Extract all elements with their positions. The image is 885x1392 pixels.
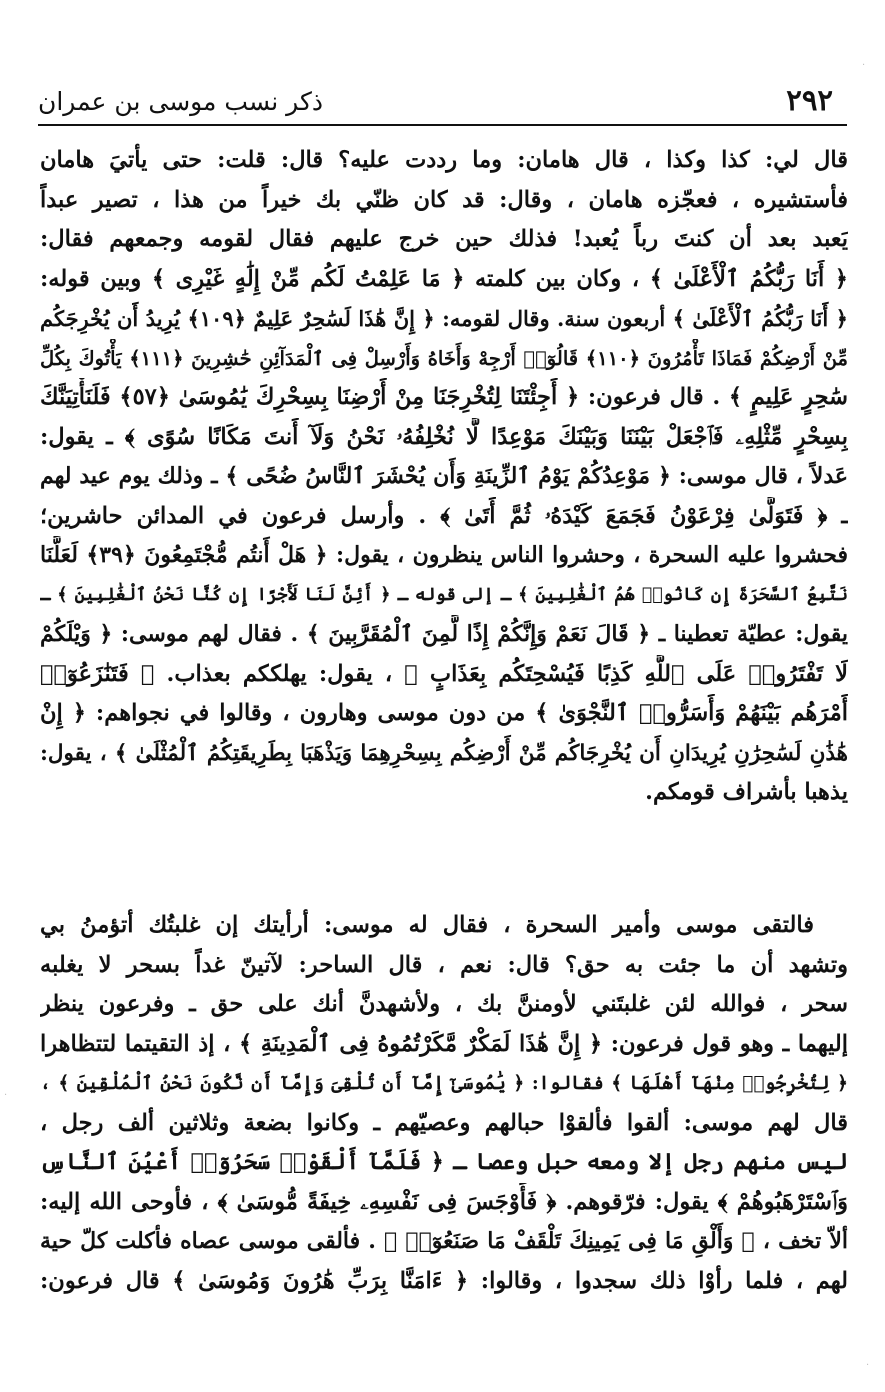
scan-speck: · [866,1360,870,1371]
text-line: فأستشيره ، فعجّزه هامان ، وقال: قد كان ظنّي بك خيراً من هذا ، تصير عبداً [40,186,848,213]
text-line: عَدلاً ، قال موسى: ﴿ مَوْعِدُكُمْ يَوْمُ ٱلزِّينَةِ وَأَن يُحْشَرَ ٱلنَّاسُ ضُحًى ﴾ ـ وذلك يوم عيد لهم [40,463,848,489]
text-line: وتشهد أن ما جئت به حق؟ قال: نعم ، قال الساحر: لآتينّ غداً بسحر لا يغلبه [40,951,848,978]
text-line: يَعبد بعد أن كنتَ رباً يُعبد! فذلك حين خرج عليهم فقال لقومه وجمعهم فقال: [40,226,848,252]
text-line: لهم ، فلما رأوْا ذلك سجدوا ، وقالوا: ﴿ ءَامَنَّا بِرَبِّ هَٰرُونَ وَمُوسَىٰ ﴾ قال فرعون: [40,1267,848,1294]
text-line: سحر ، فوالله لئن غلبتَني لأومننَّ بك ، ولأشهدنَّ أنك على حق ـ وفرعون ينظر [40,991,848,1017]
paragraph-1 [40,141,848,813]
text-line: فحشروا عليه السحرة ، وحشروا الناس ينظرون ، يقول: ﴿ هَلْ أَنتُم مُّجْتَمِعُونَ ﴿٣٩﴾ لَعَلَّنَا [40,542,848,568]
text-line: قال لهم موسى: ألقوا فألقوْا حبالهم وعصيّهم ـ وكانوا بضعة وثلاثين ألف رجل ، [40,1109,848,1136]
scan-speck: · [4,1090,8,1101]
text-line: يقول: عطيّة تعطينا ـ ﴿ قَالَ نَعَمْ وَإِنَّكُمْ إِذًا لَّمِنَ ٱلْمُقَرَّبِينَ ﴾ . فقال لهم موسى: ﴿ وَيْلَكُمْ [40,621,848,647]
text-line: ﴿ أَنَا رَبُّكُمُ ٱلْأَعْلَىٰ ﴾ ، وكان بين كلمته ﴿ مَا عَلِمْتُ لَكُم مِّنْ إِلَٰهٍ غَيْرِى ﴾ وبين قوله: [40,265,848,292]
text-line: مِّنْ أَرْضِكُمْ فَمَاذَا تَأْمُرُونَ ﴿١١٠﴾ قَالُوٓا۟ أَرْجِهْ وَأَخَاهُ وَأَرْسِلْ فِى ٱلْمَدَآئِنِ حَٰشِرِينَ ﴿١١١﴾ يَأْتُوكَ بِكُلِّ [40,346,848,370]
text-line: قال لي: كذا وكذا ، قال هامان: وما رددت عليه؟ قال: قلت: حتى يأتيَ هامان [40,147,848,173]
text-line: إليهما ـ وهو قول فرعون: ﴿ إِنَّ هَٰذَا لَمَكْرٌ مَّكَرْتُمُوهُ فِى ٱلْمَدِينَةِ ﴾ ، إذ التقيتما لتتظاهرا [40,1030,848,1057]
text-line: ليس منهم رجل إلا ومعه حبل وعصا ـ ﴿ فَلَمَّآ أَلْقَوْا۟ سَحَرُوٓا۟ أَعْيُنَ ٱلنَّاسِ [40,1149,848,1175]
text-line: ـ ﴿ فَتَوَلَّىٰ فِرْعَوْنُ فَجَمَعَ كَيْدَهُۥ ثُمَّ أَتَىٰ ﴾ . وأرسل فرعون في المدائن حاشرين؛ [40,502,848,529]
page-header [38,80,847,124]
header-divider [38,124,847,126]
text-line: وَٱسْتَرْهَبُوهُمْ ﴾ يقول: فرّقوهم. ﴿ فَأَوْجَسَ فِى نَفْسِهِۦ خِيفَةً مُّوسَىٰ ﴾ ، فأوحى الله إليه: [40,1188,848,1215]
paragraph-2 [40,906,848,1301]
text-line: لَا تَفْتَرُوا۟ عَلَى ٱللَّهِ كَذِبًا فَيُسْحِتَكُم بِعَذَابٍ ﴾ ، يقول: يهلككم بعذاب. ﴿ فَتَنَٰزَعُوٓا۟ [40,660,848,687]
text-line: ﴿ أَنَا رَبُّكُمُ ٱلْأَعْلَىٰ ﴾ أربعون سنة. وقال لقومه: ﴿ إِنَّ هَٰذَا لَسَٰحِرٌ عَلِيمٌ ﴿١٠٩﴾ يُرِيدُ أَن يُخْرِجَكُم [40,306,848,331]
text-line: بِسِحْرٍ مِّثْلِهِۦ فَٱجْعَلْ بَيْنَنَا وَبَيْنَكَ مَوْعِدًا لَّا نُخْلِفُهُۥ نَحْنُ وَلَآ أَنتَ مَكَانًا سُوًى ﴾ ـ يقول: [40,423,848,450]
text-line: ﴿ لِتُخْرِجُوا۟ مِنْهَآ أَهْلَهَا ﴾ فقالوا: ﴿ يَٰمُوسَىٰٓ إِمَّآ أَن تُلْقِىَ وَإِمَّآ أَن نَّكُونَ نَحْنُ ٱلْمُلْقِينَ ﴾ ، [40,1073,848,1094]
text-line: ألاّ تخف ، ﴿ وَأَلْقِ مَا فِى يَمِينِكَ تَلْقَفْ مَا صَنَعُوٓا۟ ﴾ . فألقى موسى عصاه فأكلت كلّ حية [40,1228,848,1254]
text-line: يذهبا بأشراف قومكم. [645,779,848,805]
text-line: نَتَّبِعُ ٱلسَّحَرَةَ إِن كَانُوا۟ هُمُ ٱلْغَٰلِبِينَ ﴾ ـ إلى قوله ـ ﴿ أَئِنَّ لَنَا لَأَجْرًا إِن كُنَّا نَحْنُ ٱلْغَٰلِبِينَ ﴾ ـ [40,584,848,605]
scan-speck: · [862,60,866,71]
page-number: ٢٩٢ [786,83,833,117]
running-title: ذكر نسب موسى بن عمران [38,87,323,116]
text-line: هَٰذَٰنِ لَسَٰحِرَٰنِ يُرِيدَانِ أَن يُخْرِجَاكُم مِّنْ أَرْضِكُم بِسِحْرِهِمَا وَيَذْهَبَا بِطَرِيقَتِكُمُ ٱلْمُثْلَىٰ ﴾ ، يقول: [40,740,848,766]
text-line: سَٰحِرٍ عَلِيمٍ ﴾ . قال فرعون: ﴿ أَجِئْتَنَا لِتُخْرِجَنَا مِنْ أَرْضِنَا بِسِحْرِكَ يَٰمُوسَىٰ ﴿٥٧﴾ فَلَنَأْتِيَنَّكَ [40,384,848,410]
text-line: أَمْرَهُم بَيْنَهُمْ وَأَسَرُّوا۟ ٱلنَّجْوَىٰ ﴾ من دون موسى وهارون ، وقالوا في نجواهم: ﴿ إِنْ [40,700,848,726]
text-line: فالتقى موسى وأمير السحرة ، فقال له موسى: أرأيتك إن غلبتُك أتؤمنُ بي [40,912,814,938]
